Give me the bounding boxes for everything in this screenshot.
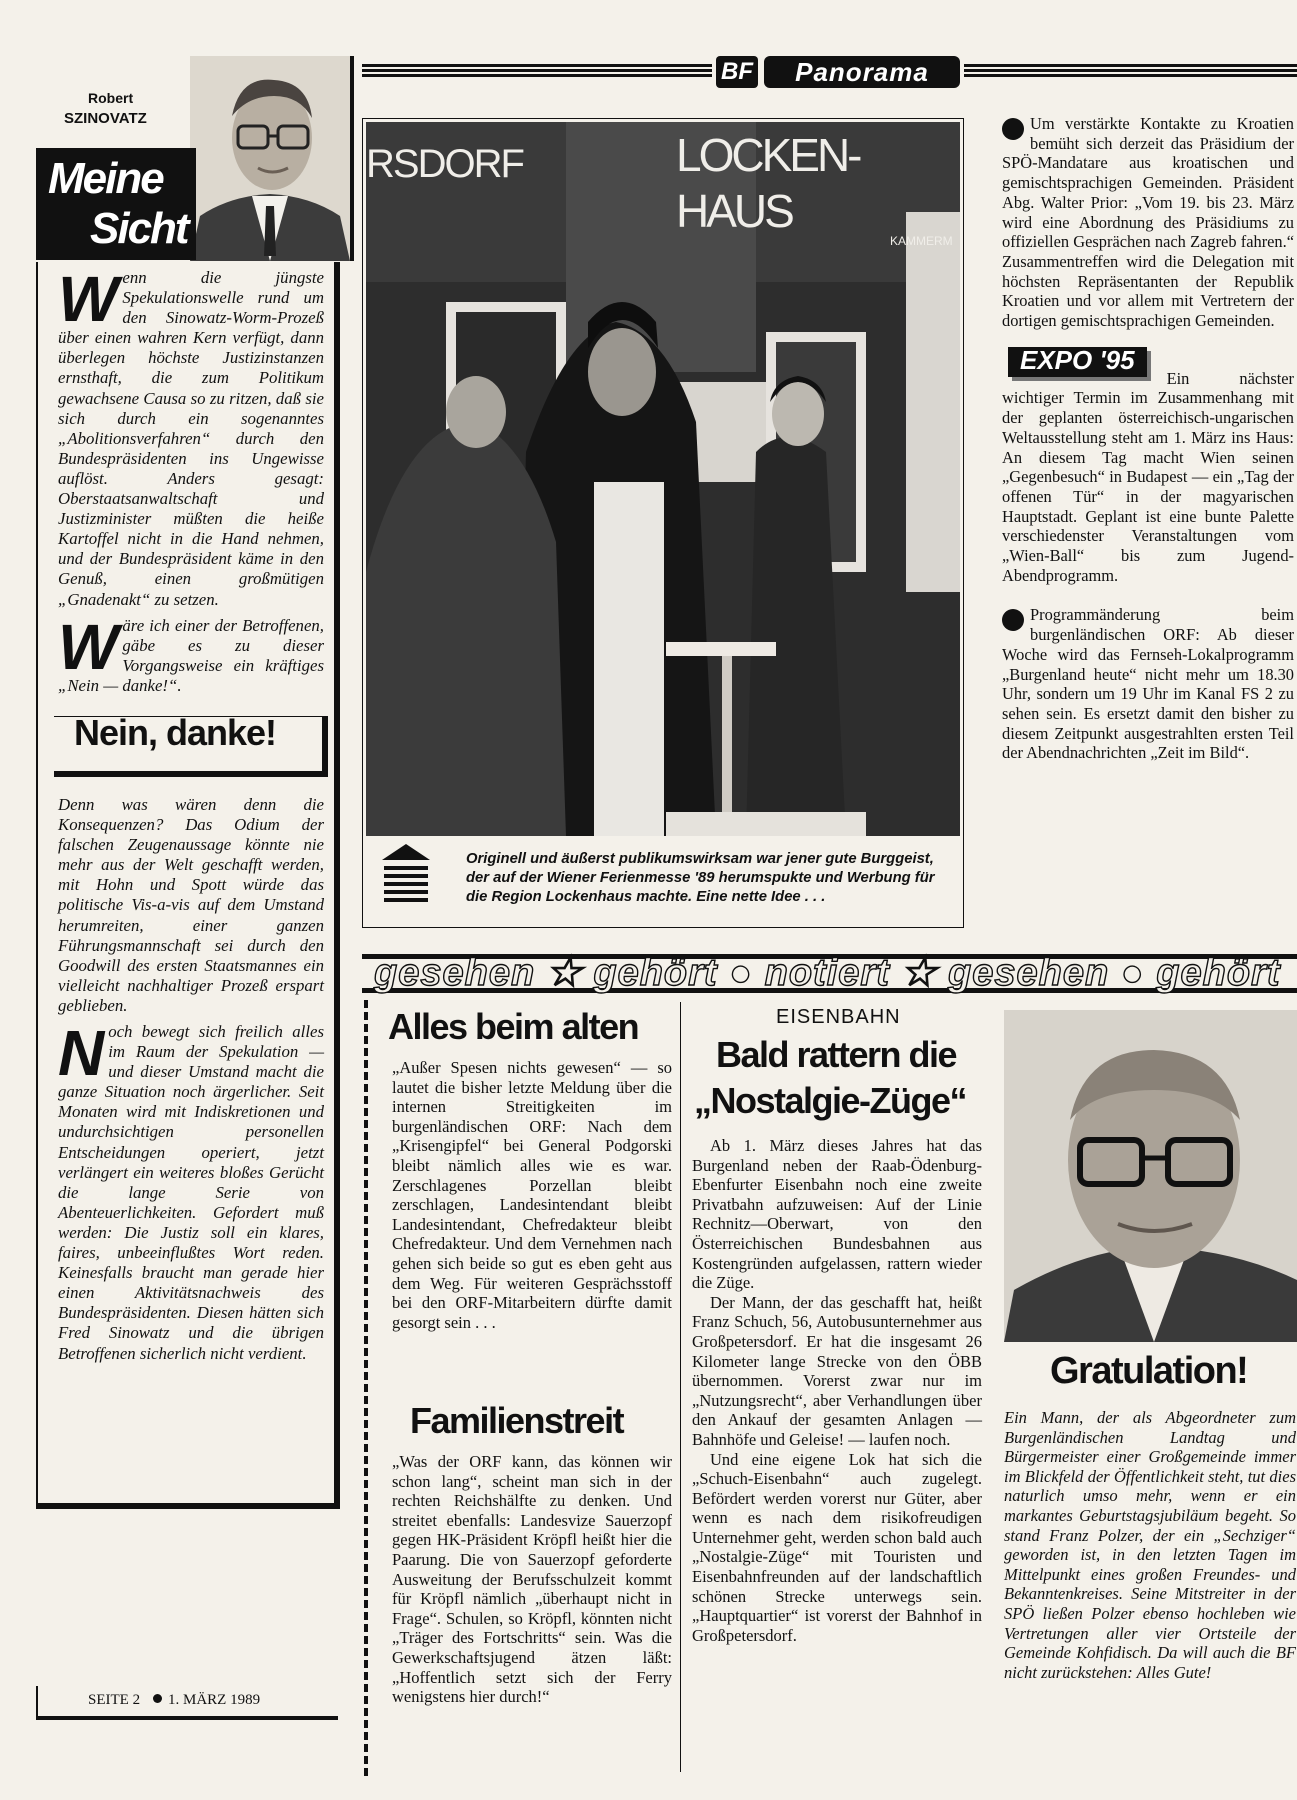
- dropcap-w1: W: [58, 263, 119, 335]
- photo-sign3: HAUS: [676, 185, 792, 237]
- story2-text: „Was der ORF kann, das können wir schon lang“, scheint man sich in der rechten Reichshälfte zu denken. Und streitet ebenfalls: Landesvize Sauerzopf gegen HK-Präsident Kröpfl heißt hier die Paarung. Die von Sauerzopf geforderte Ausweitung der Berufsschulzeit kommt für Kröpfl nämlich „überhaupt nicht in Frage“. Schulen, so Kröpfl, könnten nicht „Träger des Fortschritts“ sein. Was die Gewerkschaftsjugend ätzen läßt: „Hoffentlich setzt sich der Ferry wenigstens hier durch!“: [392, 1452, 672, 1707]
- dropcap-n: N: [58, 1017, 105, 1089]
- story2-headline: Familienstreit: [410, 1400, 624, 1441]
- story3-p3: Und eine eigene Lok hat sich die „Schuch-Eisenbahn“ auch zugelegt. Befördert werden vorerst nur Güter, aber wenn es nach dem risikofreudigen Unternehmer geht, werden schon bald auch „Nostalgie-Züge“ mit Touristen und Eisenbahnfreunden auf der landschaftlich schönen Strecke unterwegs sein. „Hauptquartier“ ist vorerst der Bahnhof in Großpetersdorf.: [692, 1449, 982, 1645]
- photo-sign4: KAMMERM: [890, 234, 953, 248]
- story4-text: Ein Mann, der als Abgeordneter zum Burgenländischen Landtag und Bürgermeister einer Großgemeinde immer im Blickfeld der Öffentlichkeit steht, tut dies naturlich umso mehr, wenn er ein markantes Geburtstagsjubiläum begeht. So stand Franz Polzer, der ein „Sechziger“ geworden ist, in den letzten Tagen im Mittelpunkt eines großen Freundes- und Bekanntenkreises. Seine Mitstreiter in der SPÖ ließen Polzer ebenso hochleben wie Vertretungen aller vier Ortsteile der Gemeinde Kohfidisch. Da will auch die BF nicht zurückstehen: Alles Gute!: [1004, 1408, 1296, 1682]
- expo-label: [1008, 344, 1147, 378]
- bullet-icon: [1002, 609, 1024, 631]
- feature-photo-image: [366, 122, 960, 836]
- banner-text: gesehen ★ gehört ● notiert ★ gesehen ● gehört: [374, 952, 1281, 994]
- right-item2: Ein nächster wichtiger Termin im Zusammenhang mit der geplanten österreichisch-ungarischen Weltausstellung steht am 1. März ins Haus: An diesem Tag macht Wien seinen „Gegenbesuch“ in Budapest — ein „Tag der offenen Tür“ in der magyarischen Hauptstadt. Geplant ist eine bunte Palette verschiedenster Veranstaltungen vom „Wien-Ball“ bis zum Jugend-Abendprogramm.: [1002, 368, 1294, 585]
- up-arrow-icon: [382, 844, 430, 908]
- masthead-section-text: Panorama: [795, 57, 929, 87]
- dashed-rule: [364, 1000, 368, 1776]
- right-item3: Programmänderung beim burgenländischen ORF: Ab dieser Woche wird das Fernseh-Lokalprogramm „Burgenland heute“ nicht mehr um 18.30 Uhr, sondern um 19 Uhr im Kanal FS 2 zu sehen sein. Es ersetzt damit den bisher zu diesem Zeitpunkt ausgestrahlten ersten Teil der Abendnachrichten „Zeit im Bild“.: [1002, 605, 1294, 763]
- expo-label-text: EXPO '95: [1020, 344, 1135, 375]
- polzer-portrait: [1004, 1010, 1297, 1342]
- photo-sign2: LOCKEN-: [676, 129, 860, 181]
- story1-text: „Außer Spesen nichts gewesen“ — so lautet die bisher letzte Meldung über die internen Streitigkeiten im burgenländischen ORF: Nach dem „Krisengipfel“ bei General Podgorski bleibt nämlich alles wie es war. Zerschlagenes Porzellan bleibt zerschlagen, Landesintendant bleibt Landesintendant, Chefredakteur bleibt Chefredakteur. Und dem Vernehmen nach gehen sich beide so gut es eben geht aus dem Weg. Für weiteren Gesprächsstoff bei den ORF-Mitarbeitern dürfte damit gesorgt sein . . .: [392, 1058, 672, 1332]
- story3-headline2: „Nostalgie-Züge“: [694, 1080, 967, 1121]
- right-column: [1002, 114, 1294, 763]
- photo-sign1: RSDORF: [366, 142, 523, 186]
- masthead-section: [764, 56, 960, 88]
- feature-photo: [366, 122, 960, 836]
- author-portrait-image: [190, 56, 350, 261]
- story3-p1: Ab 1. März dieses Jahres hat das Burgenland neben der Raab-Ödenburg-Ebenfurter Eisenbahn noch eine zweite Privatbahn aufzuweisen: Auf der Linie Rechnitz—Oberwart, von den Österreichischen Bundesbahnen aus Kostengründen aufgelassen, rattern wieder die Züge.: [692, 1136, 982, 1293]
- column-para2: äre ich einer der Betroffenen, gäbe es zu dieser Vorgangsweise ein kräftiges „Nein — danke!“.: [58, 615, 324, 695]
- column-rubric: [36, 148, 196, 260]
- story3-kicker: EISENBAHN: [776, 1006, 901, 1028]
- author-portrait: [190, 56, 354, 261]
- masthead-rule-right: [964, 64, 1297, 78]
- column-para1: enn die jüngste Spekulationswelle rund um den Sinowatz-Worm-Prozeß über einen wahren Kern verfügt, dann überlegen höchste Justizinstanzen ernsthaft, die zum Politikum gewachsene Causa so zu ritzen, daß sie sich durch ein sogenanntes „Abolitionsverfahren“ durch den Bundespräsidenten ins Ungewisse auflöst. Anders gesagt: Oberstaatsanwaltschaft und Justizminister müßten die heiße Kartoffel nicht in die Hand nehmen, und der Bundespräsident käme in den Genuß, einen großmütigen „Gnadenakt“ zu setzen.: [58, 268, 324, 609]
- masthead-bf: [716, 56, 758, 88]
- footer-bullet: [153, 1694, 162, 1703]
- column-body: [58, 263, 324, 1364]
- column-para4: och bewegt sich freilich alles im Raum der Spekulation — und dieser Umstand macht die ganze Situation noch ärgerlicher. Seit Monaten wird mit Indiskretionen und undurchsichtigen personellen Entscheidungen operiert, jetzt verlängert ein weiteres bloßes Gerücht die lange Serie von Abenteuerlichkeiten. Gefordert muß werden: Die Justiz soll ein klares, faires, unbeeinflußtes Wort reden. Keinesfalls braucht man gerade hier einen Aktivitätsnachweis des Bundespräsidenten. Diesen hätten sich Fred Sinowatz und die übrigen Betroffenen sicherlich nicht verdient.: [58, 1022, 324, 1363]
- photo-caption: Originell und äußerst publikumswirksam war jener gute Burggeist, der auf der Wiener Ferienmesse '89 herumspukte und Werbung für die Region Lockenhaus machte. Eine nette Idee . . .: [466, 851, 935, 905]
- column-subhead: [54, 711, 328, 777]
- polzer-portrait-image: [1004, 1010, 1297, 1342]
- footer-page: SEITE 2: [88, 1692, 141, 1708]
- column-subhead-text: Nein, danke!: [74, 711, 277, 753]
- footer-date: 1. MÄRZ 1989: [168, 1692, 261, 1708]
- rubric-line1: Meine: [48, 154, 163, 203]
- rubric-line2: Sicht: [90, 204, 188, 253]
- right-item1: Um verstärkte Kontakte zu Kroatien bemüht sich derzeit das Präsidium der SPÖ-Mandatare aus kroatischen und gemischtsprachigen Gemeinden. Präsident Abg. Walter Prior: „Vom 19. bis 23. März wird eine Abordnung des Präsidiums zu offiziellen Gesprächen nach Zagreb fahren.“ Zusammentreffen wird die Delegation mit höchsten Repräsentanten der Republik Kroatien und vor allem mit Vertretern der dortigen gemischtsprachigen Gemeinden.: [1002, 114, 1294, 331]
- section-banner: [362, 950, 1297, 996]
- author-first: Robert: [88, 90, 134, 106]
- dropcap-w2: W: [58, 610, 119, 683]
- story1-headline: Alles beim alten: [388, 1006, 639, 1047]
- column-para3: Denn was wären denn die Konsequenzen? Das Odium der falschen Zeugenaussage könnte nie mehr aus der Welt geschafft werden, mit Hohn und Spott würde das politische Vis-a-vis auf dem Umstand herumreiten, einer ganzen Führungsmannschaft sei durch den Goodwill des ersten Staatsmannes ein vielleicht nachhaltiger Prozeß erspart geblieben.: [58, 794, 324, 1015]
- masthead-rule-left: [362, 64, 712, 78]
- bullet-icon: [1002, 118, 1024, 140]
- story3-p2: Der Mann, der das geschafft hat, heißt Franz Schuch, 56, Autobusunternehmer aus Großpetersdorf. Er hat die insgesamt 26 Kilometer lange Strecke von den ÖBB übernommen. Vorerst zwar nur im „Nutzungsrecht“, aber Verhandlungen über den Ankauf der gesamten Anlagen — Bahnhöfe und Geleise! — laufen noch.: [692, 1292, 982, 1449]
- story3-headline1: Bald rattern die: [716, 1034, 957, 1075]
- story4-headline: Gratulation!: [1050, 1350, 1248, 1392]
- author-last: SZINOVATZ: [64, 110, 147, 127]
- page-footer: [36, 1686, 338, 1720]
- masthead-bf-text: BF: [721, 58, 753, 85]
- story3-text: [692, 1136, 982, 1645]
- column-separator: [680, 1002, 681, 1772]
